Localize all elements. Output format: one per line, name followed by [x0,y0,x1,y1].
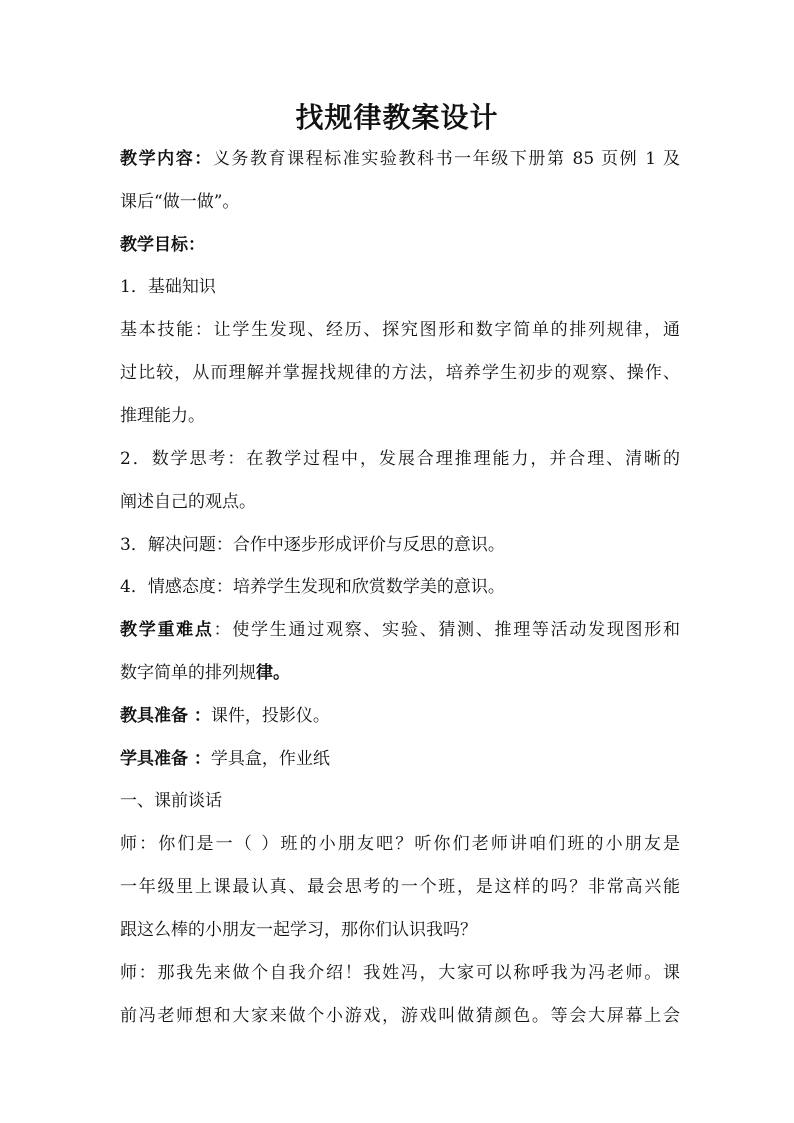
goal-item-4: 4．情感态度：培养学生发现和欣赏数学美的意识。 [120,577,505,597]
goal-item-1: 1．基础知识 [120,277,216,297]
skill-line-2: 过比较，从而理解并掌握找规律的方法，培养学生初步的观察、操作、 [120,363,680,383]
key-line-2 [120,660,680,686]
dialog-2-line-1: 师：那我先来做个自我介绍！我姓冯，大家可以称呼我为冯老师。课 [120,963,680,983]
content-line-2: 课后“做一做”。 [120,192,240,212]
key-text-2-end: 律。 [256,663,290,683]
goals-heading: 教学目标： [120,235,205,255]
page-title: 找规律教案设计 [295,101,499,134]
skill-label: 基本技能 [120,320,195,340]
teacher-tools [120,703,680,729]
teacher-tools-value: 课件，投影仪。 [210,706,330,726]
key-line-1 [120,617,680,643]
skill-line-1 [120,317,680,343]
student-tools-value: 学具盒，作业纸 [210,749,330,769]
content-text-1: 义务教育课程标准实验教科书一年级下册第 85 页例 1 及 [212,149,680,169]
dialog-2-line-2: 前冯老师想和大家来做个小游戏，游戏叫做猜颜色。等会大屏幕上会 [120,1006,680,1026]
goal-item-2-line-1: 2．数学思考：在教学过程中，发展合理推理能力，并合理、清晰的 [120,449,680,469]
goal-item-3: 3．解决问题：合作中逐步形成评价与反思的意识。 [120,535,505,555]
content-line-1 [120,146,680,172]
section-heading-1: 一、课前谈话 [120,791,222,811]
key-text-2: 数字简单的排列规 [120,663,256,683]
teacher-tools-label: 教具准备 ： [120,706,211,726]
content-label: 教学内容： [120,149,213,169]
student-tools-label: 学具准备 ： [120,749,211,769]
dialog-1-line-3: 跟这么棒的小朋友一起学习，那你们认识我吗？ [120,920,477,940]
key-text-1: ：使学生通过观察、实验、猜测、推理等活动发现图形和 [213,620,680,640]
skill-text-1: ：让学生发现、经历、探究图形和数字简单的排列规律，通 [194,320,680,340]
dialog-1-line-1: 师：你们是一（ ）班的小朋友吧？听你们老师讲咱们班的小朋友是 [120,834,680,854]
skill-line-3: 推理能力。 [120,406,205,426]
dialog-1-line-2: 一年级里上课最认真、最会思考的一个班，是这样的吗？非常高兴能 [120,877,680,897]
goal-item-2-line-2: 阐述自己的观点。 [120,492,256,512]
student-tools [120,746,680,772]
key-label: 教学重难点 [120,620,214,640]
